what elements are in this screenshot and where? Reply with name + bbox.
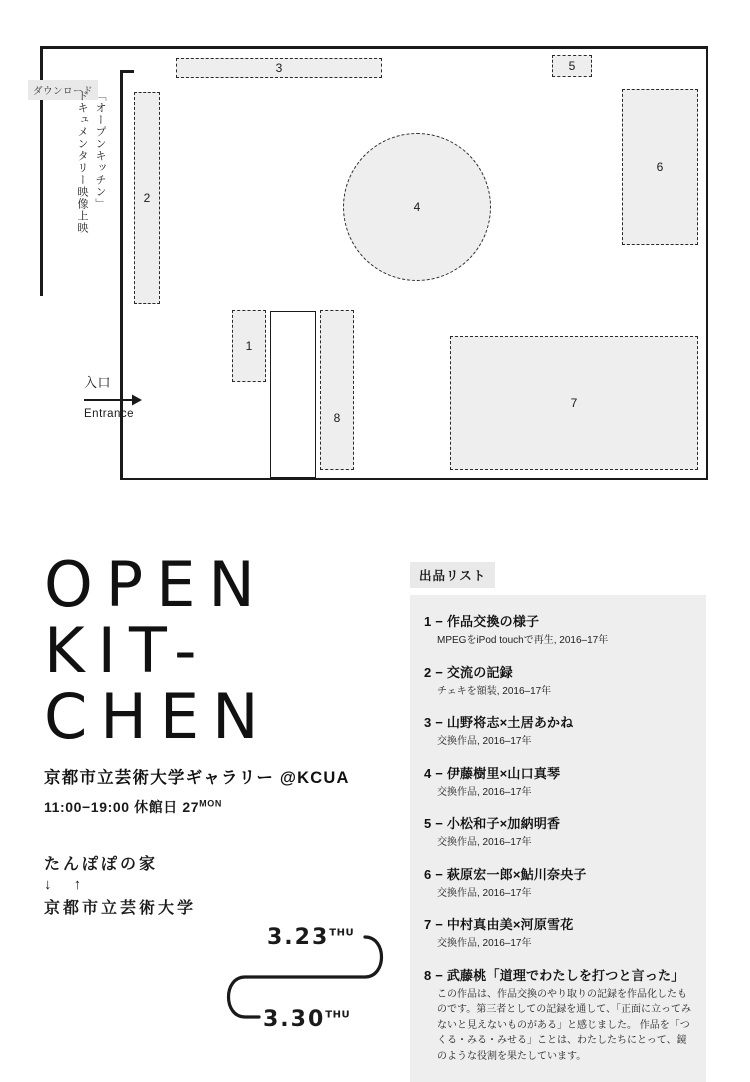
entrance-arrow-icon: [84, 393, 142, 407]
zone-3: [176, 58, 382, 78]
title-line-1: OPEN: [44, 548, 268, 621]
work-description: 交換作品, 2016–17年: [437, 837, 532, 848]
zone-1: [232, 310, 266, 382]
work-description: この作品は、作品交換のやり取りの記録を作品化したものです。第三者としての記録を通して、「正面に立ってみないと見えないものがある」と感じました。 作品を「つくる・みる・みせる」ことは、わたしたちにとって、鏡のような役割を果たしています。: [437, 988, 691, 1062]
list-item: [424, 611, 692, 649]
work-title: 1 − 作品交換の様子: [424, 614, 540, 629]
entrance-label: [84, 374, 142, 422]
list-item: [424, 662, 692, 700]
date-start-weekday: THU: [329, 927, 355, 939]
works-list-body: [410, 595, 706, 1082]
zone-3-label: 3: [275, 61, 283, 75]
entrance-label-jp: 入口: [84, 375, 112, 390]
entrance-label-en: Entrance: [84, 407, 135, 420]
zone-7: [450, 336, 698, 470]
zone-2-label: 2: [143, 191, 151, 205]
work-title: 3 − 山野将志×土居あかね: [424, 715, 574, 730]
vertical-label-documentary: ドキュメンタリー映像上映: [76, 90, 88, 234]
zone-1-label: 1: [245, 339, 253, 353]
work-title: 6 − 萩原宏一郎×鮎川奈央子: [424, 866, 587, 882]
zone-4: [343, 133, 491, 281]
wall-left-inner-top: [120, 70, 134, 73]
work-description: 交換作品, 2016–17年: [437, 786, 532, 798]
work-description: 交換作品, 2016–17年: [437, 736, 532, 747]
date-start-value: 3.23: [267, 925, 330, 950]
list-item: [424, 813, 692, 851]
work-title: 7 − 中村真由美×河原雪花: [424, 917, 574, 932]
date-range: [215, 925, 405, 1045]
route-arrows-icon: ↓ ↑: [44, 876, 91, 893]
wall-bottom: [133, 478, 708, 481]
closed-day-sup: MON: [199, 798, 222, 809]
work-title: 8 − 武藤桃「道理でわたしを打つと言った」: [424, 967, 685, 983]
zone-8: [320, 310, 354, 470]
date-end-weekday: THU: [325, 1009, 351, 1021]
work-title: 4 − 伊藤樹里×山口真琴: [424, 765, 561, 781]
partition-wall: [270, 311, 316, 478]
works-list-panel: [410, 562, 706, 1082]
wall-bottom-left-step: [120, 478, 135, 481]
opening-hours: [44, 797, 384, 817]
zone-2: [134, 92, 160, 304]
zone-6: [622, 89, 698, 245]
work-description: 交換作品, 2016–17年: [437, 938, 532, 949]
title-line-2: KIT-: [44, 614, 210, 687]
work-description: チェキを額装, 2016–17年: [437, 685, 552, 697]
work-description: 交換作品, 2016–17年: [437, 887, 532, 899]
list-item: [424, 965, 692, 1065]
work-title: 5 − 小松和子×加納明香: [424, 816, 561, 831]
route-to: 京都市立芸術大学: [44, 900, 197, 917]
list-item: [424, 763, 692, 801]
date-end-value: 3.30: [263, 1007, 326, 1032]
download-tag[interactable]: ダウンロード: [28, 80, 98, 100]
list-item: [424, 712, 692, 750]
list-item: [424, 914, 692, 952]
vertical-label-open-kitchen: 「オープンキッチン」: [94, 90, 106, 210]
zone-6-label: 6: [656, 160, 664, 174]
route-from: たんぽぽの家: [44, 856, 159, 873]
work-description: MPEGをiPod touchで再生, 2016–17年: [437, 635, 609, 646]
venue-name: 京都市立芸術大学ギャラリー @KCUA: [44, 769, 350, 787]
work-title: 2 − 交流の記録: [424, 664, 513, 680]
zone-7-label: 7: [570, 396, 578, 410]
opening-hours-text: 11:00−19:00 休館日 27: [44, 799, 200, 815]
works-list-heading: 出品リスト: [410, 562, 495, 588]
floor-plan: [0, 0, 750, 520]
zone-5-label: 5: [568, 59, 576, 73]
list-item: [424, 864, 692, 902]
date-end: [263, 1007, 350, 1032]
title-line-3: CHEN: [44, 680, 272, 753]
wall-top: [40, 46, 708, 49]
zone-8-label: 8: [333, 411, 341, 425]
zone-4-label: 4: [413, 200, 421, 214]
zone-5: [552, 55, 592, 77]
title-block: [44, 548, 384, 918]
wall-right: [706, 46, 709, 480]
